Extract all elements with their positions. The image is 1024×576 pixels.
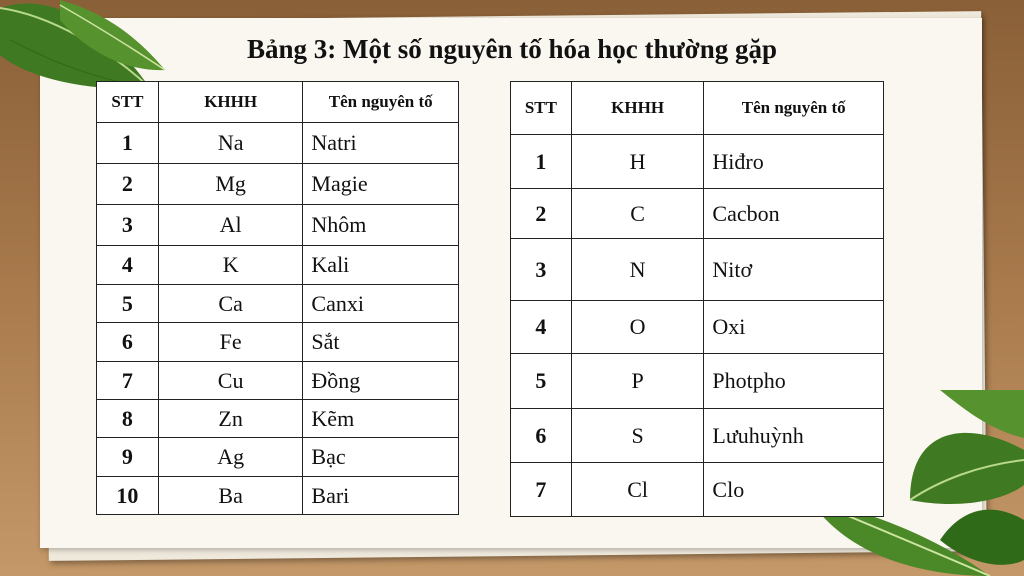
row-stt: 6 — [511, 409, 572, 463]
row-symbol: Na — [158, 123, 303, 164]
row-element-name: Clo — [704, 463, 884, 517]
row-element-name: Nitơ — [704, 239, 884, 301]
row-symbol: Mg — [158, 164, 303, 205]
table-row — [97, 205, 459, 246]
row-stt: 2 — [97, 164, 159, 205]
row-stt: 7 — [97, 362, 159, 400]
table-row — [511, 189, 884, 239]
row-stt: 1 — [511, 135, 572, 189]
header-element-name: Tên nguyên tố — [704, 82, 884, 135]
row-stt: 7 — [511, 463, 572, 517]
row-symbol: Ca — [158, 285, 303, 323]
row-stt: 4 — [511, 301, 572, 354]
table-row — [97, 123, 459, 164]
table-row — [97, 400, 459, 438]
row-symbol: Al — [158, 205, 303, 246]
elements-table-right — [510, 81, 884, 517]
table-row — [511, 409, 884, 463]
row-element-name: Magie — [303, 164, 459, 205]
row-symbol: Ag — [158, 438, 303, 477]
row-stt: 3 — [511, 239, 572, 301]
header-symbol: KHHH — [571, 82, 704, 135]
row-symbol: Ba — [158, 477, 303, 515]
row-symbol: O — [571, 301, 704, 354]
row-element-name: Kẽm — [303, 400, 459, 438]
table-header-row — [511, 82, 884, 135]
row-stt: 2 — [511, 189, 572, 239]
table-row — [97, 323, 459, 362]
row-symbol: K — [158, 246, 303, 285]
table-row — [97, 285, 459, 323]
row-symbol: Cl — [571, 463, 704, 517]
row-symbol: C — [571, 189, 704, 239]
row-element-name: Nhôm — [303, 205, 459, 246]
row-element-name: Cacbon — [704, 189, 884, 239]
row-element-name: Bạc — [303, 438, 459, 477]
row-element-name: Photpho — [704, 354, 884, 409]
row-element-name: Canxi — [303, 285, 459, 323]
row-element-name: Kali — [303, 246, 459, 285]
row-symbol: Fe — [158, 323, 303, 362]
table-header-row — [97, 82, 459, 123]
header-stt: STT — [97, 82, 159, 123]
table-row — [97, 362, 459, 400]
table-row — [97, 164, 459, 205]
table-row — [97, 438, 459, 477]
header-stt: STT — [511, 82, 572, 135]
row-stt: 5 — [511, 354, 572, 409]
table-row — [511, 354, 884, 409]
row-stt: 9 — [97, 438, 159, 477]
table-row — [97, 477, 459, 515]
header-symbol: KHHH — [158, 82, 303, 123]
row-stt: 5 — [97, 285, 159, 323]
elements-table-left — [96, 81, 459, 515]
table-row — [511, 301, 884, 354]
page-title: Bảng 3: Một số nguyên tố hóa học thường gặp — [247, 34, 777, 64]
row-element-name: Lưuhuỳnh — [704, 409, 884, 463]
row-element-name: Bari — [303, 477, 459, 515]
row-symbol: H — [571, 135, 704, 189]
row-stt: 4 — [97, 246, 159, 285]
table-row — [511, 239, 884, 301]
row-symbol: Cu — [158, 362, 303, 400]
row-stt: 10 — [97, 477, 159, 515]
row-element-name: Sắt — [303, 323, 459, 362]
row-element-name: Natri — [303, 123, 459, 164]
row-stt: 1 — [97, 123, 159, 164]
row-stt: 8 — [97, 400, 159, 438]
row-stt: 3 — [97, 205, 159, 246]
row-element-name: Đồng — [303, 362, 459, 400]
row-element-name: Hiđro — [704, 135, 884, 189]
row-symbol: S — [571, 409, 704, 463]
row-symbol: Zn — [158, 400, 303, 438]
table-row — [511, 135, 884, 189]
row-stt: 6 — [97, 323, 159, 362]
row-symbol: N — [571, 239, 704, 301]
table-row — [97, 246, 459, 285]
row-symbol: P — [571, 354, 704, 409]
row-element-name: Oxi — [704, 301, 884, 354]
header-element-name: Tên nguyên tố — [303, 82, 459, 123]
table-row — [511, 463, 884, 517]
